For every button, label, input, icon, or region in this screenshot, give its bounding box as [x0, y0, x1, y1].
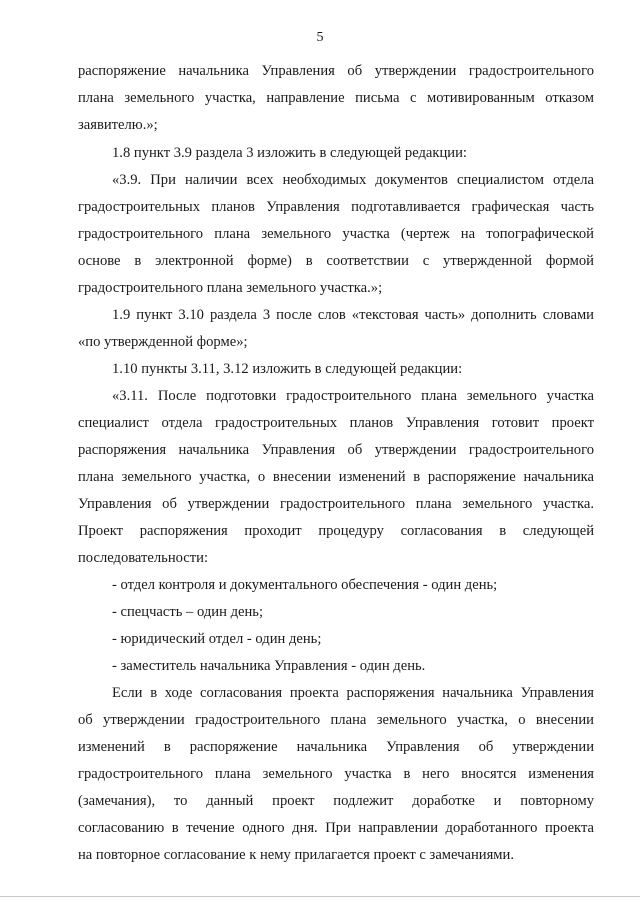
text-line: Проект распоряжения проходит процедуру согласования в следующей — [78, 523, 594, 539]
scan-edge-divider — [0, 896, 640, 897]
text-line: 1.10 пункты 3.11, 3.12 изложить в следующей редакции: — [112, 361, 463, 377]
page-number: 5 — [316, 30, 324, 45]
text-line: плана земельного участка, о внесении изменений в распоряжение начальника — [78, 469, 594, 485]
list-item: - заместитель начальника Управления - один день. — [112, 658, 426, 674]
text-line: плана земельного участка, направление письма с мотивированным отказом — [78, 90, 594, 106]
text-line: градостроительного плана земельного участка.»; — [78, 280, 383, 296]
text-line: 1.8 пункт 3.9 раздела 3 изложить в следующей редакции: — [112, 145, 467, 161]
text-line: распоряжения начальника Управления об утверждении градостроительного — [78, 442, 594, 458]
list-item: - спецчасть – один день; — [112, 604, 263, 620]
list-item: - отдел контроля и документального обеспечения - один день; — [112, 577, 498, 593]
text-line: согласованию в течение одного дня. При направлении доработанного проекта — [78, 820, 594, 836]
text-line: «3.11. После подготовки градостроительного плана земельного участка — [112, 388, 594, 404]
text-line: Управления об утверждении градостроительного плана земельного участка. — [78, 496, 594, 512]
text-line: «3.9. При наличии всех необходимых документов специалистом отдела — [112, 172, 594, 188]
text-line: (замечания), то данный проект подлежит доработке и повторному — [78, 793, 594, 809]
text-line: последовательности: — [78, 550, 209, 566]
text-line: об утверждении градостроительного плана земельного участка, о внесении — [78, 712, 594, 728]
text-line: основе в электронной форме) в соответствии с утвержденной формой — [78, 253, 594, 269]
list-item: - юридический отдел - один день; — [112, 631, 322, 647]
text-line: 1.9 пункт 3.10 раздела 3 после слов «текстовая часть» дополнить словами — [112, 307, 594, 323]
text-line: градостроительного плана земельного участка в него вносятся изменения — [78, 766, 594, 782]
text-line: распоряжение начальника Управления об утверждении градостроительного — [78, 63, 594, 79]
text-line: на повторное согласование к нему прилагается проект с замечаниями. — [78, 847, 514, 863]
text-line: изменений в распоряжение начальника Управления об утверждении — [78, 739, 594, 755]
text-line: градостроительных планов Управления подготавливается графическая часть — [78, 199, 594, 215]
text-line: заявителю.»; — [78, 117, 158, 133]
text-line: специалист отдела градостроительных планов Управления готовит проект — [78, 415, 594, 431]
text-line: Если в ходе согласования проекта распоряжения начальника Управления — [112, 685, 594, 701]
text-line: «по утвержденной форме»; — [78, 334, 248, 350]
text-line: градостроительного плана земельного участка (чертеж на топографической — [78, 226, 594, 242]
